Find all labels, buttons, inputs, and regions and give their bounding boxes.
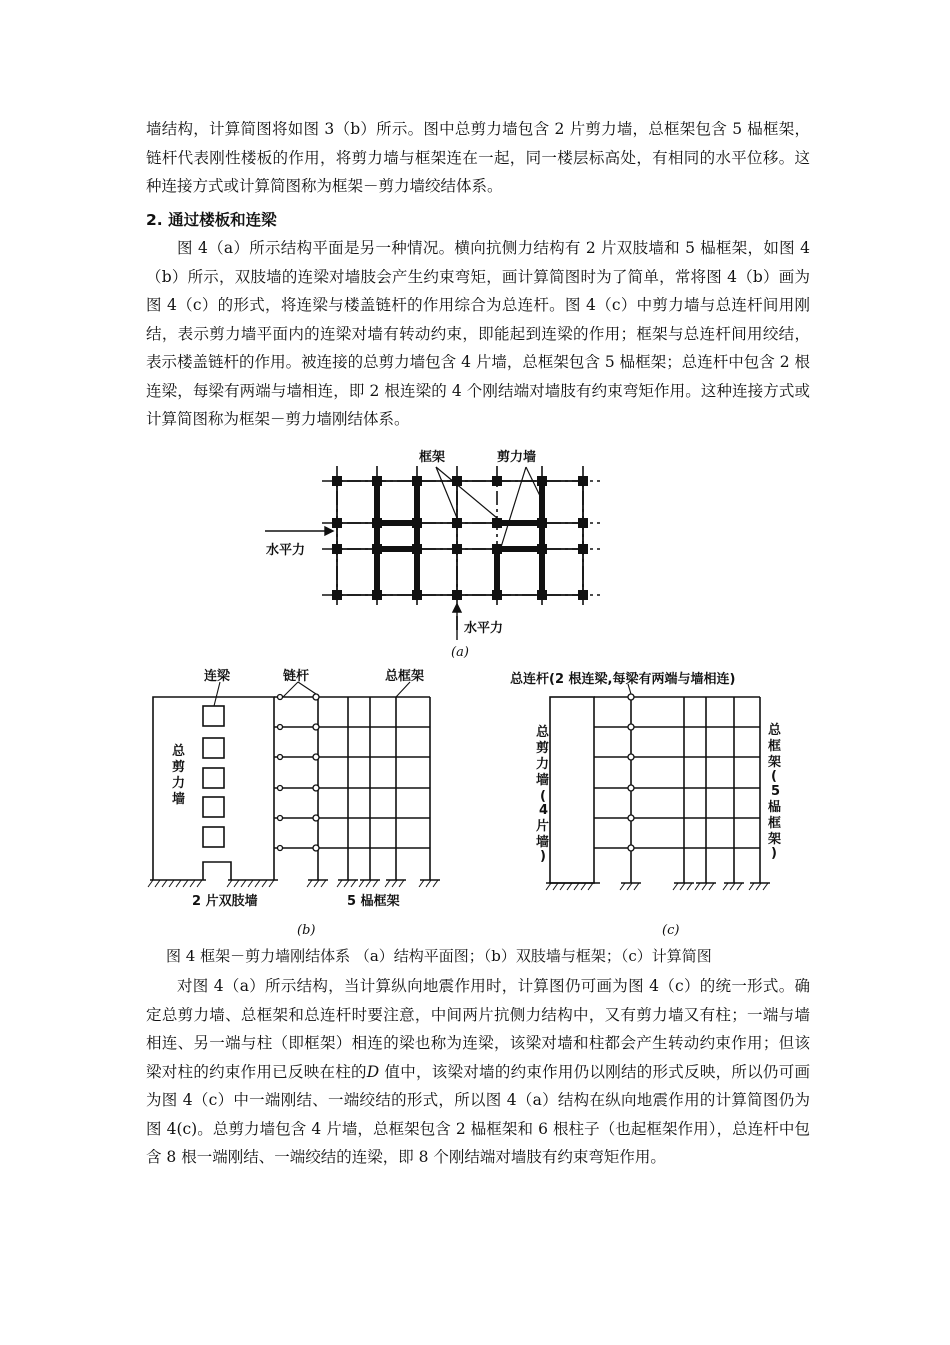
subfigure-b-label: (b) xyxy=(297,923,316,938)
label-frame-c-7: 架 xyxy=(768,832,782,847)
figure-caption: 图 4 框架－剪力墙刚结体系 （a）结构平面图；（b）双肢墙与框架；（c）计算简图 xyxy=(166,947,712,965)
label-shear-wall: 剪力墙 xyxy=(497,450,537,465)
label-wall-c-2: 力 xyxy=(536,757,550,772)
label-wall-b-3: 墙 xyxy=(172,792,186,807)
label-horizontal-force: 水平力 xyxy=(266,543,306,558)
label-wall-b-1: 剪 xyxy=(172,760,186,775)
label-wall-b-0: 总 xyxy=(172,744,186,759)
label-frame-c-0: 总 xyxy=(768,723,782,738)
figure-a-columns xyxy=(332,476,588,600)
label-total-link: 总连杆(2 根连梁,每梁有两端与墙相连) xyxy=(510,672,736,687)
section-heading: 2. 通过楼板和连梁 xyxy=(146,211,277,229)
label-frame-c-6: 框 xyxy=(768,816,782,831)
label-five-frames: 5 榀框架 xyxy=(347,894,400,909)
label-frame-c-5: 榀 xyxy=(768,800,782,815)
variable-d: D xyxy=(366,1062,380,1081)
label-frame-c-2: 架 xyxy=(768,755,782,770)
label-frame: 框架 xyxy=(419,450,446,465)
label-link-rod: 链杆 xyxy=(283,669,310,684)
label-frame-c-4: 5 xyxy=(771,784,781,799)
label-wall-c-6: 片 xyxy=(536,819,550,834)
figure-b-elevation xyxy=(153,697,430,880)
label-frame-c-1: 框 xyxy=(768,739,782,754)
paragraph-3-part-1: 对图 4（a）所示结构，当计算纵向地震作用时，计算图仍可画为图 4（c）的统一形式。确定总剪力墙、总框架和总连杆时要注意，中间两片抗侧力结构中，又有剪力墙又有柱；一端与墙相连、另一端与柱（即框架）相连的梁也称为连梁，该梁对墙和柱都会产生转动约束作用；但该梁对柱的约束作用已反映在柱的 xyxy=(146,977,810,1081)
label-coupling-beam: 连梁 xyxy=(204,669,231,684)
label-wall-c-8: ) xyxy=(540,849,546,864)
paragraph-3 xyxy=(146,972,810,1172)
label-wall-c-3: 墙 xyxy=(536,773,550,788)
subfigure-a-label: (a) xyxy=(451,645,469,660)
label-vertical-force: 水平力 xyxy=(464,621,504,636)
label-total-frame: 总框架 xyxy=(385,669,425,684)
paragraph-1: 墙结构，计算简图将如图 3（b）所示。图中总剪力墙包含 2 片剪力墙，总框架包含 5 榀框架，链杆代表刚性楼板的作用，将剪力墙与框架连在一起，同一楼层标高处，有相同的水平位移。这种连接方式或计算简图称为框架－剪力墙绞结体系。 xyxy=(146,120,810,195)
label-wall-c-1: 剪 xyxy=(536,741,550,756)
label-wall-c-7: 墙 xyxy=(536,835,550,850)
label-wall-c-4: ( xyxy=(540,789,546,804)
label-wall-b-2: 力 xyxy=(172,776,186,791)
label-wall-c-0: 总 xyxy=(536,725,550,740)
label-frame-c-8: ) xyxy=(771,846,777,861)
paragraph-3-part-2: 值中，该梁对墙的约束作用仍以刚结的形式反映，所以仍可画为图 4（c）中一端刚结、一端绞结的形式，所以图 4（a）结构在纵向地震作用的计算简图仍为图 4(c)。总剪力墙包含 4 片墙，总框架包含 2 榀框架和 6 根柱子（也起框架作用），总连杆中包含 8 根一端刚结、一端绞结的连梁，即 8 个刚结端对墙肢有约束弯矩作用。 xyxy=(146,1062,810,1166)
subfigure-c-label: (c) xyxy=(662,923,680,938)
label-wall-c-5: 4 xyxy=(539,803,549,818)
paragraph-2: 图 4（a）所示结构平面是另一种情况。横向抗侧力结构有 2 片双肢墙和 5 榀框架，如图 4（b）所示，双肢墙的连梁对墙肢会产生约束弯矩，画计算简图时为了简单，常将图 4（b）画为图 4（c）的形式，将连梁与楼盖链杆的作用综合为总连杆。图 4（c）中剪力墙与总连杆间用刚结，表示剪力墙平面内的连梁对墙有转动约束，即能起到连梁的作用；框架与总连杆间用绞结，表示楼盖链杆的作用。被连接的总剪力墙包含 4 片墙，总框架包含 5 榀框架；总连杆中包含 2 根连梁，每梁有两端与墙相连，即 2 根连梁的 4 个刚结端对墙肢有约束弯矩作用。这种连接方式或计算简图称为框架－剪力墙刚结体系。 xyxy=(146,239,810,428)
label-double-limb-walls: 2 片双肢墙 xyxy=(192,894,258,909)
figure-c-diagram xyxy=(550,697,760,883)
label-frame-c-3: ( xyxy=(771,769,777,784)
